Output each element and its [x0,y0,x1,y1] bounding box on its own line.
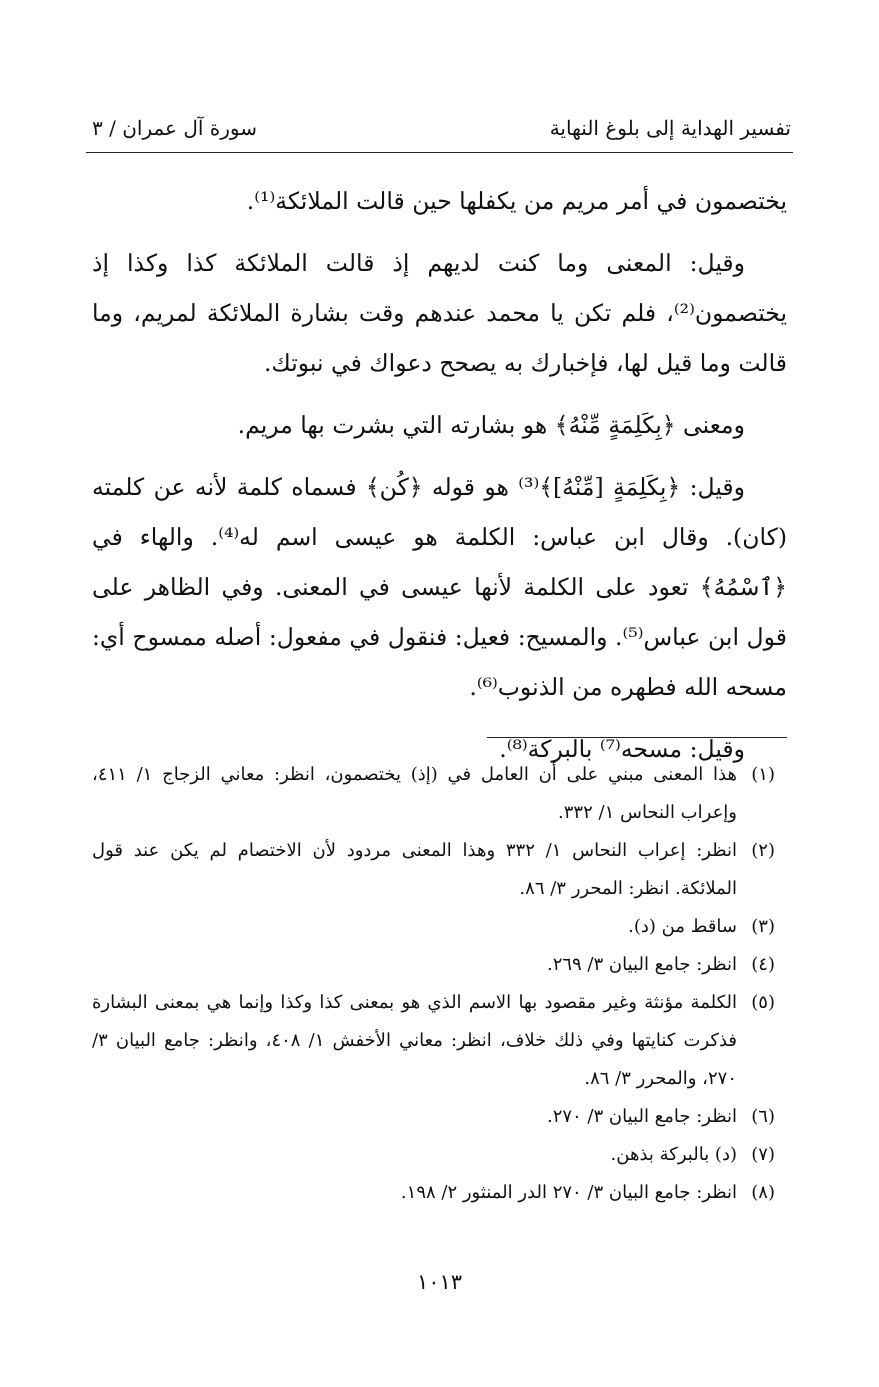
footnote-text: انظر: جامع البيان ٣/ ٢٧٠ الدر المنثور ٢/ ١٩٨. [400,1182,737,1203]
footnote-number: (٢) [751,840,775,861]
footnote [92,946,787,984]
footnote-number: (٧) [751,1144,775,1165]
footnote [92,908,787,946]
paragraph: يختصمون في أمر مريم من يكفلها حين قالت الملائكة⁽¹⁾. [246,187,787,215]
main-text [92,176,787,774]
book-title: تفسير الهداية إلى بلوغ النهاية [549,116,791,140]
paragraph: وقيل: المعنى وما كنت لديهم إذ قالت الملائكة كذا وكذا إذ يختصمون⁽²⁾، فلم تكن يا محمد عندهم وقت بشارة الملائكة لمريم، وما قالت وما قيل لها، فإخبارك به يصحح دعواك في نبوتك. [92,249,787,377]
footnote [92,1136,787,1174]
paragraph: ومعنى ﴿بِكَلِمَةٍ مِّنْهُ﴾ هو بشارته التي بشرت بها مريم. [237,411,745,439]
footnote-number: (١) [751,764,775,785]
running-header [92,116,791,150]
paragraph: وقيل: ﴿بِكَلِمَةٍ [مِّنْهُ]﴾⁽³⁾ هو قوله ﴿كُن﴾ فسماه كلمة لأنه عن كلمته (كان). وقال ابن عباس: الكلمة هو عيسى اسم له⁽⁴⁾. والهاء في ﴿ٱسْمُهُ﴾ تعود على الكلمة لأنها عيسى في المعنى. وفي الظاهر على قول ابن عباس⁽⁵⁾. والمسيح: فعيل: فنقول في مفعول: أصله ممسوح أي: مسحه الله فطهره من الذنوب⁽⁶⁾. [92,473,787,701]
footnote-divider [487,737,787,738]
footnote [92,1174,787,1212]
footnote [92,756,787,832]
footnote-number: (٨) [751,1182,775,1203]
surah-label: سورة آل عمران / ٣ [92,116,258,140]
paragraph: وقيل: مسحه⁽⁷⁾ بالبركة⁽⁸⁾. [499,735,745,763]
footnote-text: انظر: إعراب النحاس ١/ ٣٣٢ وهذا المعنى مردود لأن الاختصام لم يكن عند قول الملائكة. انظر: المحرر ٣/ ٨٦. [92,840,737,899]
footnote-text: الكلمة مؤنثة وغير مقصود بها الاسم الذي هو بمعنى كذا وكذا وإنما هي بمعنى البشارة فذكرت كنايتها وفي ذلك خلاف، انظر: معاني الأخفش ١/ ٤٠٨، وانظر: جامع البيان ٣/ ٢٧٠، والمحرر ٣/ ٨٦. [92,992,738,1089]
footnote-text: ساقط من (د). [628,916,737,937]
footnote [92,984,787,1098]
header-divider [86,152,793,153]
footnote-text: انظر: جامع البيان ٣/ ٢٦٩. [546,954,737,975]
footnote-number: (٥) [751,992,775,1013]
footnote-text: (د) بالبركة بذهن. [610,1144,737,1165]
footnote [92,832,787,908]
footnote-text: هذا المعنى مبني على أن العامل في (إذ) يختصمون، انظر: معاني الزجاج ١/ ٤١١، وإعراب النحاس ١/ ٣٣٢. [92,764,737,823]
footnote-number: (٤) [751,954,775,975]
footnote-number: (٣) [751,916,775,937]
footnote-text: انظر: جامع البيان ٣/ ٢٧٠. [546,1106,737,1127]
footnote-number: (٦) [751,1106,775,1127]
footnotes [92,756,787,1212]
page-number: ١٠١٣ [416,1270,463,1294]
footnote [92,1098,787,1136]
